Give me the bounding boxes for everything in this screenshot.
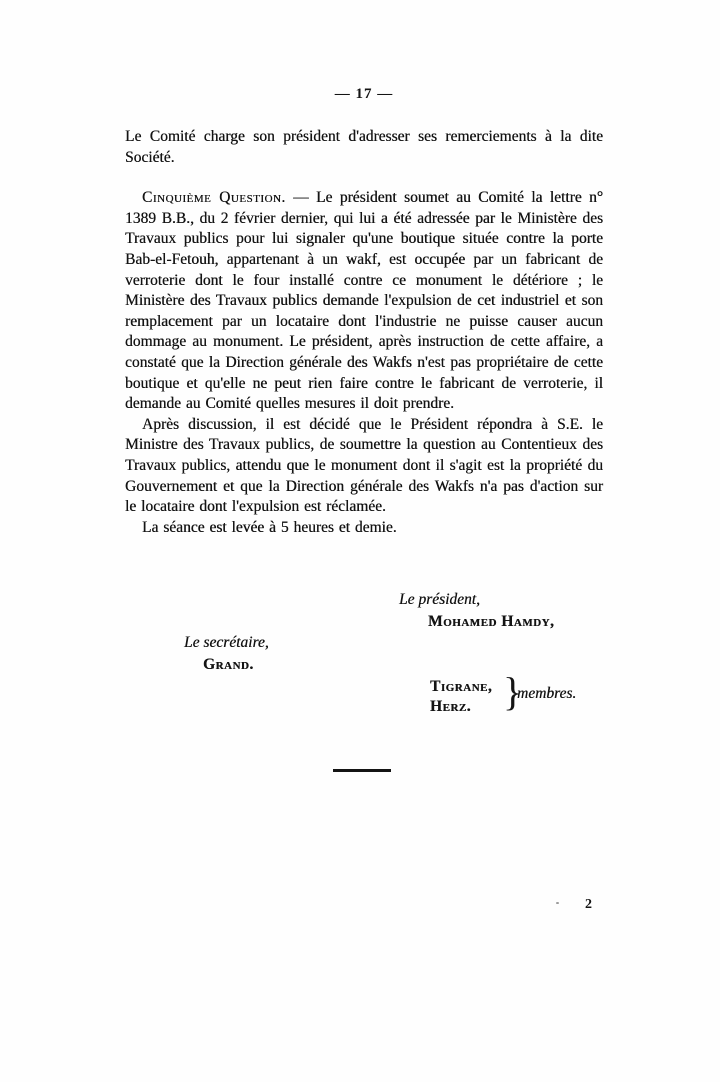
members-brace: } bbox=[503, 669, 523, 714]
question-body: Le président soumet au Comité la lettre n° 1389 B.B., du 2 février dernier, qui lui a été adressée par le Ministère des Travaux publics pour lui signaler qu'une boutique située contre la porte Bab-el-Fetouh, appartenant à un wakf, est occupée par un fabricant de verroterie dont le four installé contre ce monument le détériore ; le Ministère des Travaux publics demande l'expulsion de cet industriel et son remplacement par un locataire dont l'industrie ne puisse causer aucun dommage au monument. Le président, après instruction de cette affaire, a constaté que la Direction générale des Wakfs n'est pas propriétaire de cette boutique et qu'elle ne peut rien faire contre le fabricant de verroterie, il demande au Comité quelles mesures il doit prendre. bbox=[125, 189, 603, 413]
main-text-block bbox=[125, 86, 603, 538]
paragraph-cinquieme-question bbox=[125, 188, 603, 415]
paragraph-remerciements: Le Comité charge son président d'adresser ses remerciements à la dite Société. bbox=[125, 128, 603, 166]
page-number-footer: 2 bbox=[585, 897, 592, 912]
question-dash: — bbox=[285, 189, 317, 207]
page-number-header: — 17 — bbox=[334, 86, 394, 102]
president-title: Le président, bbox=[399, 591, 480, 608]
president-name: Mohamed Hamdy, bbox=[428, 613, 555, 630]
secretary-title: Le secrétaire, bbox=[184, 634, 269, 651]
question-heading: Cinquième Question. bbox=[142, 189, 286, 207]
members-label: membres. bbox=[517, 685, 577, 702]
member-name-tigrane: Tigrane, bbox=[430, 678, 493, 695]
secretary-name: Grand. bbox=[203, 656, 254, 673]
paragraph-apres-discussion: Après discussion, il est décidé que le Président répondra à S.E. le Ministre des Travaux publics, de soumettre la question au Contentieux des Travaux publics, attendu que le monument dont il s'agit est la propriété du Gouvernement et que la Direction générale des Wakfs n'a pas d'action sur le locataire dont l'expulsion est réclamée. bbox=[125, 415, 603, 516]
paragraph-seance-levee: La séance est levée à 5 heures et demie. bbox=[142, 518, 397, 536]
scan-speck bbox=[556, 902, 559, 904]
end-of-section-rule bbox=[333, 769, 391, 772]
member-name-herz: Herz. bbox=[430, 698, 472, 715]
